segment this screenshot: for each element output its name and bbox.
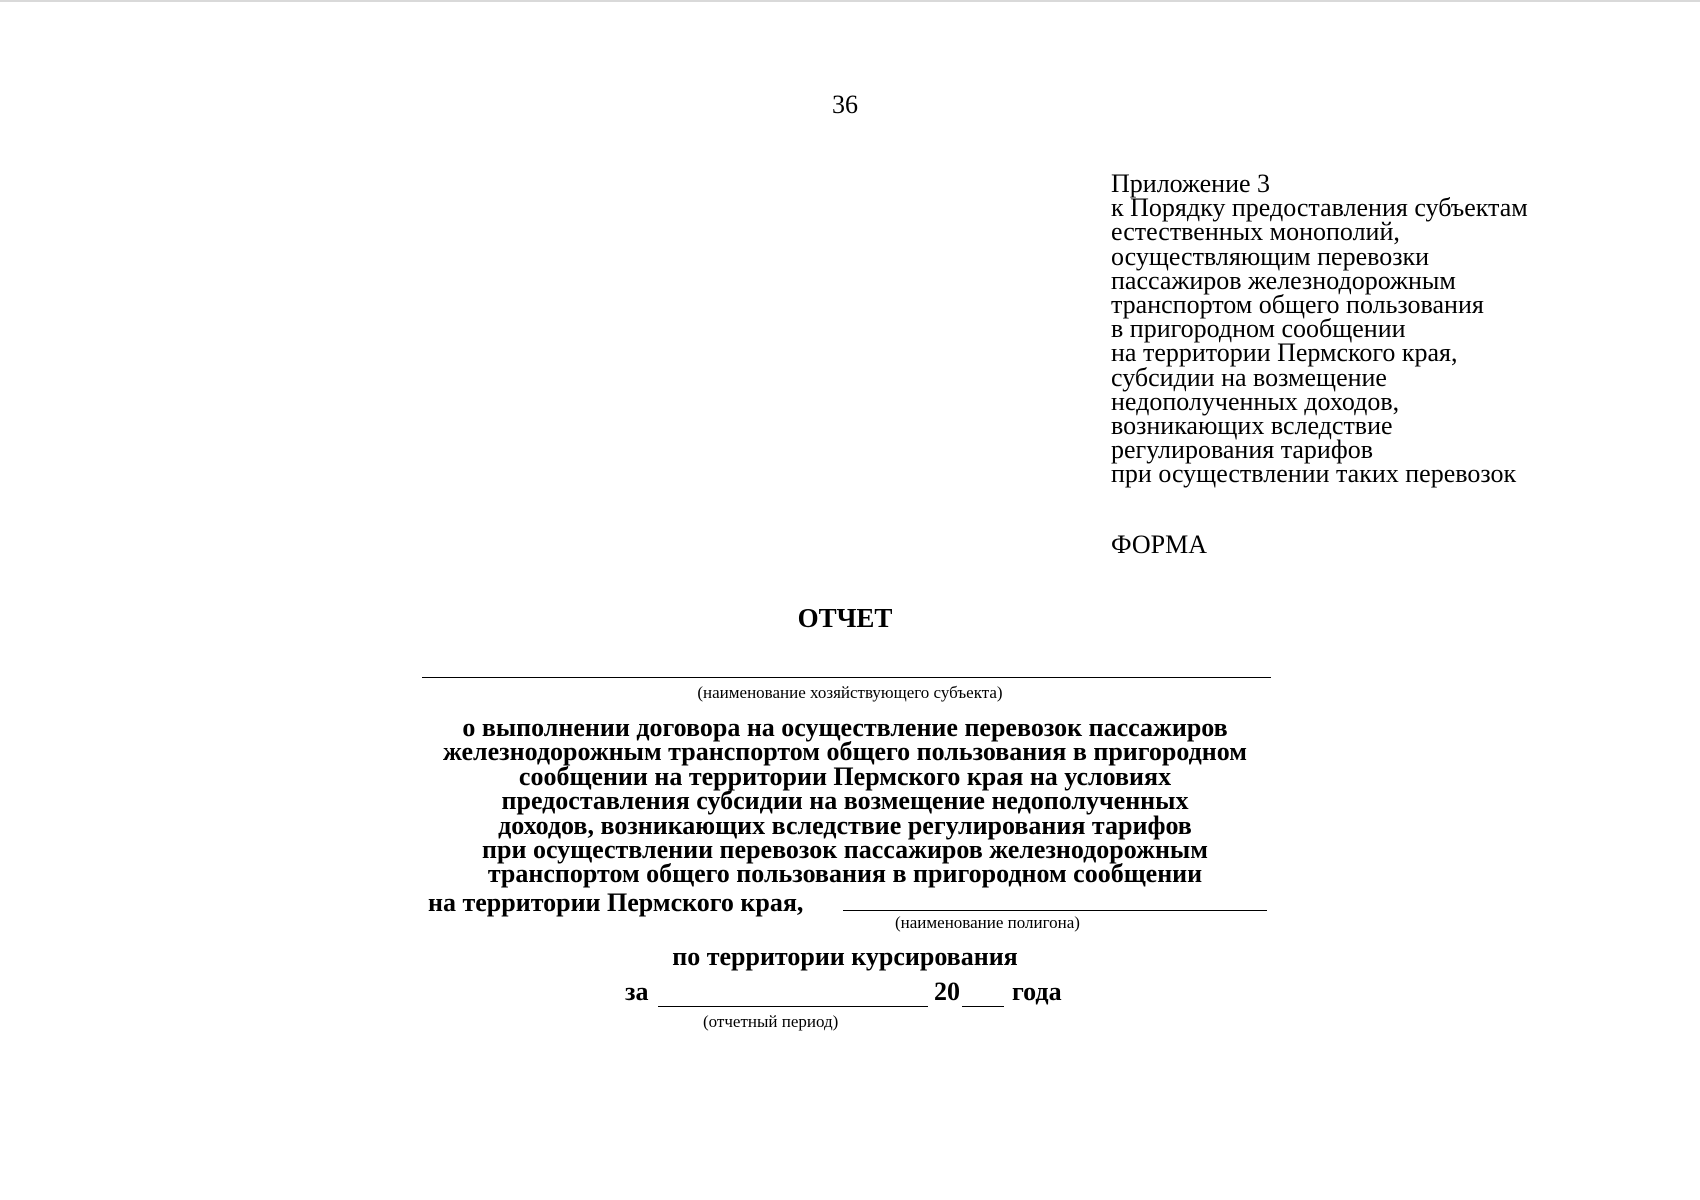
appendix-line: к Порядку предоставления субъектам	[1111, 193, 1528, 223]
appendix-line: естественных монополий,	[1111, 217, 1400, 247]
appendix-line: Приложение 3	[1111, 169, 1271, 198]
appendix-line: пассажиров железнодорожным	[1111, 265, 1456, 295]
subject-name-caption: (наименование хозяйствующего субъекта)	[697, 683, 1003, 702]
description-last-line: на территории Пермского края,	[428, 888, 804, 917]
polygon-name-caption: (наименование полигона)	[895, 913, 1080, 932]
year-word: года	[1012, 977, 1062, 1006]
scan-edge	[0, 0, 1700, 2]
description-line: о выполнении договора на осуществление перевозок пассажиров	[462, 713, 1228, 742]
year-blank	[962, 1006, 1004, 1007]
year-prefix: 20	[934, 977, 960, 1006]
page-number: 36	[832, 90, 858, 119]
appendix-line: при осуществлении таких перевозок	[1111, 459, 1517, 489]
appendix-line: транспортом общего пользования	[1111, 290, 1484, 320]
period-caption: (отчетный период)	[703, 1012, 839, 1031]
appendix-line: возникающих вследствие	[1111, 411, 1393, 441]
report-title: ОТЧЕТ	[797, 603, 893, 633]
appendix-header	[1111, 169, 1671, 489]
appendix-line: недополученных доходов,	[1111, 386, 1400, 416]
appendix-line: субсидии на возмещение	[1111, 362, 1387, 392]
description-line: железнодорожным транспортом общего пользования в пригородном	[443, 737, 1247, 767]
form-label: ФОРМА	[1111, 530, 1207, 559]
period-prefix: за	[625, 977, 649, 1006]
polygon-name-blank	[843, 910, 1267, 911]
territory-line: по территории курсирования	[672, 942, 1018, 971]
report-description	[380, 713, 1310, 889]
appendix-line: в пригородном сообщении	[1111, 314, 1406, 344]
appendix-line: регулирования тарифов	[1111, 435, 1373, 465]
appendix-line: на территории Пермского края,	[1111, 338, 1458, 368]
description-line: предоставления субсидии на возмещение недополученных	[501, 786, 1189, 816]
description-line: сообщении на территории Пермского края на условиях	[518, 761, 1172, 791]
description-line: транспортом общего пользования в пригородном сообщении	[487, 859, 1203, 889]
subject-name-blank	[422, 677, 1271, 678]
appendix-line: осуществляющим перевозки	[1111, 241, 1430, 271]
description-line: доходов, возникающих вследствие регулирования тарифов	[498, 810, 1192, 840]
period-blank	[658, 1006, 928, 1007]
description-line: при осуществлении перевозок пассажиров железнодорожным	[482, 835, 1208, 865]
